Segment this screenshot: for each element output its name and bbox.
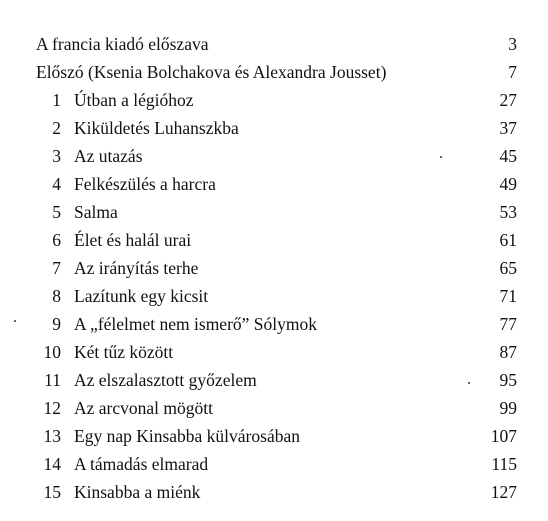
toc-entry-title: Előszó (Ksenia Bolchakova és Alexandra Jousset) bbox=[36, 62, 387, 82]
toc-entry-chapter-2 bbox=[36, 114, 517, 142]
toc-entry-number: 14 bbox=[43, 454, 61, 474]
toc-entry-page: 37 bbox=[499, 118, 517, 138]
toc-entry-number: 3 bbox=[52, 146, 61, 166]
toc-entry-chapter-12 bbox=[36, 394, 517, 422]
toc-entry-page: 71 bbox=[499, 286, 517, 306]
toc-entry-number: 15 bbox=[43, 482, 61, 502]
toc-entry-page: 3 bbox=[508, 34, 517, 54]
toc-entry-page: 65 bbox=[499, 258, 517, 278]
toc-entry-page: 49 bbox=[499, 174, 517, 194]
toc-entry-page: 45 bbox=[499, 146, 517, 166]
toc-entry-front-2 bbox=[36, 58, 517, 86]
toc-entry-title: Az utazás bbox=[74, 146, 143, 166]
toc-entry-chapter-3 bbox=[36, 142, 517, 170]
toc-entry-number: 10 bbox=[43, 342, 61, 362]
toc-entry-number: 9 bbox=[52, 314, 61, 334]
toc-entry-number: 6 bbox=[52, 230, 61, 250]
toc-entry-title: A francia kiadó előszava bbox=[36, 34, 209, 54]
toc-entry-number: 13 bbox=[43, 426, 61, 446]
toc-entry-title: Salma bbox=[74, 202, 118, 222]
toc-entry-page: 127 bbox=[490, 482, 517, 502]
toc-entry-number: 8 bbox=[52, 286, 61, 306]
toc-entry-number: 1 bbox=[52, 90, 61, 110]
scan-speck bbox=[468, 382, 470, 384]
toc-entry-page: 77 bbox=[499, 314, 517, 334]
toc-entry-chapter-5 bbox=[36, 198, 517, 226]
toc-entry-title: Lazítunk egy kicsit bbox=[74, 286, 209, 306]
toc-entry-title: Az irányítás terhe bbox=[74, 258, 199, 278]
toc-entry-chapter-8 bbox=[36, 282, 517, 310]
toc-entry-page: 27 bbox=[499, 90, 517, 110]
toc-entry-number: 12 bbox=[43, 398, 61, 418]
toc-entry-chapter-6 bbox=[36, 226, 517, 254]
toc-entry-title: Kiküldetés Luhanszkba bbox=[74, 118, 239, 138]
toc-entry-number: 7 bbox=[52, 258, 61, 278]
toc-entry-title: Kinsabba a miénk bbox=[74, 482, 201, 502]
toc-entry-title: Egy nap Kinsabba külvárosában bbox=[74, 426, 300, 446]
toc-entry-title: A támadás elmarad bbox=[74, 454, 209, 474]
toc-entry-number: 2 bbox=[52, 118, 61, 138]
toc-entry-chapter-14 bbox=[36, 450, 517, 478]
toc-entry-chapter-4 bbox=[36, 170, 517, 198]
toc-entry-chapter-7 bbox=[36, 254, 517, 282]
toc-entry-page: 7 bbox=[508, 62, 517, 82]
toc-entry-chapter-15 bbox=[36, 478, 517, 506]
toc-entry-title: Útban a légióhoz bbox=[74, 90, 194, 110]
toc-entry-title: Két tűz között bbox=[74, 342, 174, 362]
toc-entry-title: Élet és halál urai bbox=[74, 230, 192, 250]
toc-entry-number: 5 bbox=[52, 202, 61, 222]
toc-entry-title: A „félelmet nem ismerő” Sólymok bbox=[74, 314, 318, 334]
scan-speck bbox=[14, 320, 16, 322]
toc-entry-number: 11 bbox=[44, 370, 61, 390]
toc-entry-title: Felkészülés a harcra bbox=[74, 174, 216, 194]
toc-entry-page: 53 bbox=[499, 202, 517, 222]
toc-entry-page: 61 bbox=[499, 230, 517, 250]
toc-entry-title: Az elszalasztott győzelem bbox=[74, 370, 257, 390]
toc-entry-page: 107 bbox=[490, 426, 517, 446]
toc-entry-page: 95 bbox=[499, 370, 517, 390]
scan-speck bbox=[440, 156, 442, 158]
toc-entry-page: 87 bbox=[499, 342, 517, 362]
toc-entry-front-1 bbox=[36, 30, 517, 58]
toc-entry-page: 99 bbox=[499, 398, 517, 418]
toc-entry-chapter-1 bbox=[36, 86, 517, 114]
toc-entry-title: Az arcvonal mögött bbox=[74, 398, 213, 418]
toc-entry-chapter-10 bbox=[36, 338, 517, 366]
toc-entry-number: 4 bbox=[52, 174, 61, 194]
toc-entry-chapter-9 bbox=[36, 310, 517, 338]
toc-entry-chapter-11 bbox=[36, 366, 517, 394]
toc-entry-chapter-13 bbox=[36, 422, 517, 450]
toc-entry-page: 115 bbox=[491, 454, 517, 474]
